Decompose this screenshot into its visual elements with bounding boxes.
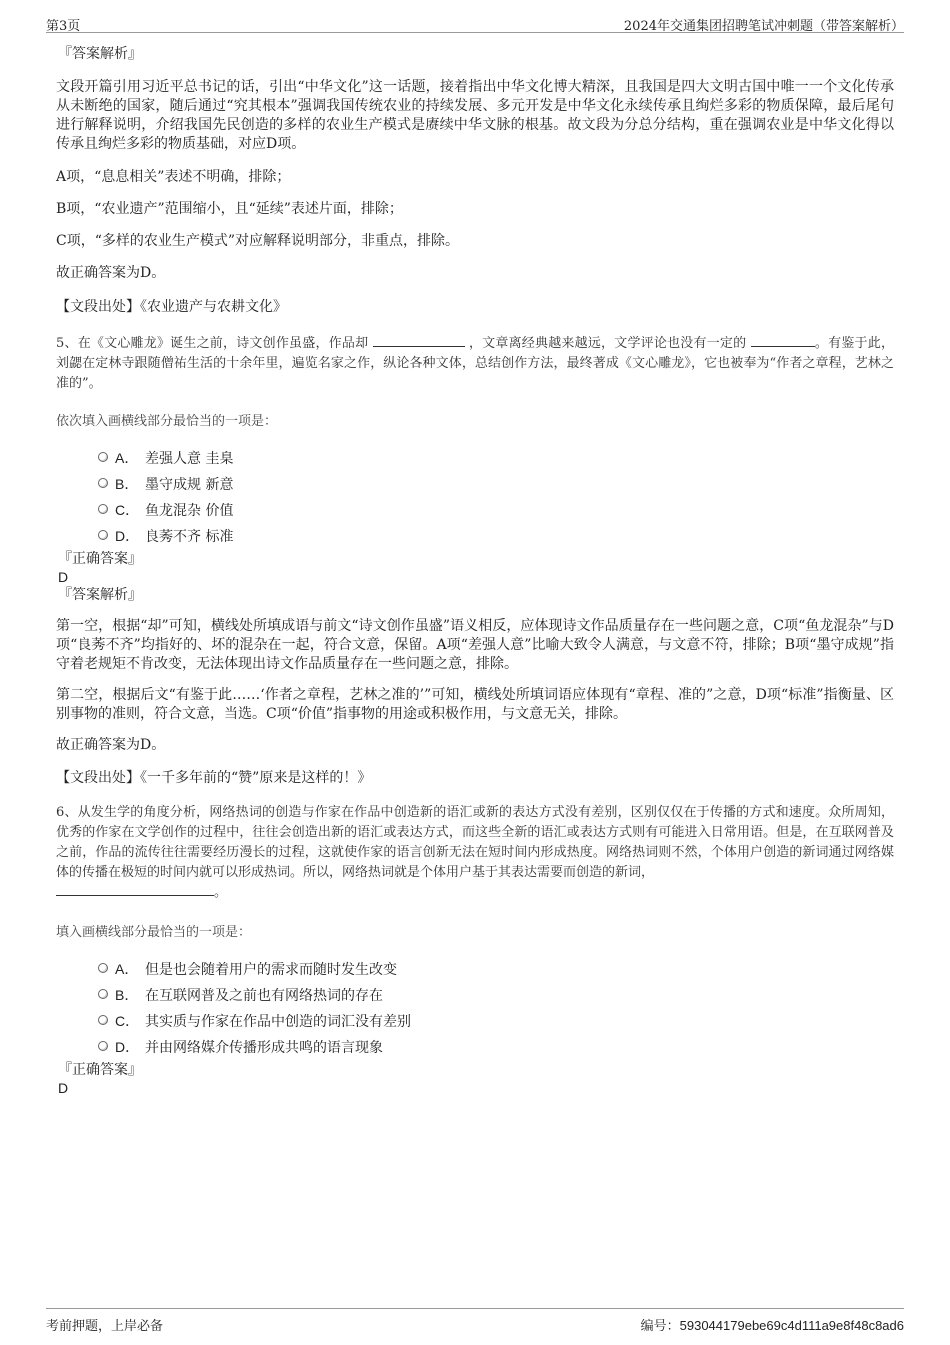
radio-icon[interactable] bbox=[98, 530, 108, 540]
q5-option-d[interactable]: D． 良莠不齐 标准 bbox=[56, 523, 894, 549]
q4-analysis-label: 『答案解析』 bbox=[58, 46, 142, 62]
q5-answer: D bbox=[58, 569, 69, 585]
q6-answer: D bbox=[58, 1080, 69, 1096]
q5-conclusion: 故正确答案为D。 bbox=[56, 737, 166, 753]
q5-analysis-2: 第二空，根据后文“有鉴于此……‘作者之章程，艺林之准的’”可知，横线处所填词语应体现有“章程、准的”之意，D项“标准”指衡量、区别事物的准则，符合文意，当选。C项“价值”指事物的用途或积极作用，与文意无关，排除。 bbox=[56, 687, 894, 722]
page-footer bbox=[46, 1308, 904, 1335]
q5-blank-1 bbox=[373, 334, 465, 347]
page-header bbox=[46, 12, 904, 33]
q6-option-a[interactable]: A． 但是也会随着用户的需求而随时发生改变 bbox=[56, 956, 894, 982]
q5-stem bbox=[56, 334, 894, 394]
q6-option-d[interactable]: D． 并由网络媒介传播形成共鸣的语言现象 bbox=[56, 1034, 894, 1060]
q6-option-c[interactable]: C． 其实质与作家在作品中创造的词汇没有差别 bbox=[56, 1008, 894, 1034]
radio-icon[interactable] bbox=[98, 1015, 108, 1025]
q5-stem-part1: 5、在《文心雕龙》诞生之前，诗文创作虽盛，作品却 bbox=[56, 336, 369, 351]
q6-stem-text: 6、从发生学的角度分析，网络热词的创造与作家在作品中创造新的语汇或新的表达方式没有差别，区别仅仅在于传播的方式和速度。众所周知，优秀的作家在文学创作的过程中，往往会创造出新的语汇或表达方式，而这些全新的语汇或表达方式则有可能进入日常用语。但是，在互联网普及之前，作品的流传往往需要经历漫长的过程，这就使作家的语言创新无法在短时间内形成热度。网络热词则不然，个体用户创造的新词通过网络媒体的传播在极短的时间内就可以形成热词。所以，网络热词就是个体用户基于其表达需要而创造的新词， bbox=[56, 805, 894, 880]
radio-icon[interactable] bbox=[98, 1041, 108, 1051]
q5-source-label: 【文段出处】 bbox=[56, 770, 140, 786]
q6-option-b[interactable]: B． 在互联网普及之前也有网络热词的存在 bbox=[56, 982, 894, 1008]
q4-source-title: 《农业遗产与农耕文化》 bbox=[140, 299, 287, 315]
q5-stem-part2: ，文章离经典越来越远，文学评论也没有一定的 bbox=[468, 336, 747, 351]
q5-option-b[interactable]: B． 墨守成规 新意 bbox=[56, 471, 894, 497]
q5-blank-2 bbox=[751, 334, 815, 347]
radio-icon[interactable] bbox=[98, 963, 108, 973]
q4-analysis: 文段开篇引用习近平总书记的话，引出“中华文化”这一话题，接着指出中华文化博大精深，且我国是四大文明古国中唯一一个文化传承从未断绝的国家，随后通过“究其根本”强调我国传统农业的持续发展、多元开发是中华文化永续传承且绚烂多彩的物质保障，最后尾句进行解释说明，介绍我国先民创造的多样的农业生产模式是赓续中华文脉的根基。故文段为分总分结构，重在强调农业是中华文化得以传承且绚烂多彩的物质基础，对应D项。 bbox=[56, 79, 894, 152]
q5-options bbox=[56, 445, 894, 549]
q5-analysis-1: 第一空，根据“却”可知，横线处所填成语与前文“诗文创作虽盛”语义相反，应体现诗文作品质量存在一些问题之意，C项“鱼龙混杂”与D项“良莠不齐”均指好的、坏的混杂在一起，符合文意，保留。A项“差强人意”比喻大致令人满意，与文意不符，排除；B项“墨守成规”指守着老规矩不肯改变，无法体现出诗文作品质量存在一些问题之意，排除。 bbox=[56, 618, 894, 672]
q4-source bbox=[56, 296, 894, 316]
q6-stem bbox=[56, 803, 894, 903]
q5-instruction: 依次填入画横线部分最恰当的一项是： bbox=[56, 414, 278, 429]
page-content bbox=[56, 44, 894, 1096]
q4-conclusion: 故正确答案为D。 bbox=[56, 265, 166, 281]
document-code-label: 编号： bbox=[640, 1319, 680, 1334]
q5-stem-part3: 。有鉴于此，刘勰在定林寺跟随僧祐生活的十余年里，遍览名家之作，纵论各种文体，总结创作方法，最终著成《文心雕龙》，它也被奉为“作者之章程，艺林之准的”。 bbox=[56, 336, 894, 391]
q4-option-c-reason: C项，“多样的农业生产模式”对应解释说明部分，非重点，排除。 bbox=[56, 233, 460, 249]
q6-instruction: 填入画横线部分最恰当的一项是： bbox=[56, 925, 252, 940]
page-number: 第3页 bbox=[46, 19, 81, 34]
q5-option-a[interactable]: A． 差强人意 圭臬 bbox=[56, 445, 894, 471]
document-code bbox=[641, 1315, 904, 1334]
footer-slogan: 考前押题，上岸必备 bbox=[46, 1319, 164, 1334]
q5-source bbox=[56, 767, 894, 787]
q5-analysis-label: 『答案解析』 bbox=[58, 587, 142, 603]
q4-option-b-reason: B项，“农业遗产”范围缩小，且“延续”表述片面，排除； bbox=[56, 201, 403, 217]
radio-icon[interactable] bbox=[98, 452, 108, 462]
q6-blank bbox=[56, 883, 214, 896]
q5-source-title: 《一千多年前的“赞”原来是这样的！》 bbox=[140, 770, 372, 786]
q4-option-a-reason: A项，“息息相关”表述不明确，排除； bbox=[56, 169, 291, 185]
q4-source-label: 【文段出处】 bbox=[56, 299, 140, 315]
document-code-value: 593044179ebe69c4d111a9e8f48c8ad6 bbox=[679, 1318, 904, 1333]
q6-options bbox=[56, 956, 894, 1060]
radio-icon[interactable] bbox=[98, 478, 108, 488]
q5-option-c[interactable]: C． 鱼龙混杂 价值 bbox=[56, 497, 894, 523]
radio-icon[interactable] bbox=[98, 989, 108, 999]
q5-answer-label: 『正确答案』 bbox=[58, 551, 142, 567]
document-title: 2024年交通集团招聘笔试冲刺题（带答案解析） bbox=[623, 19, 904, 34]
radio-icon[interactable] bbox=[98, 504, 108, 514]
q6-stem-end: 。 bbox=[214, 885, 228, 900]
q6-answer-label: 『正确答案』 bbox=[58, 1062, 142, 1078]
